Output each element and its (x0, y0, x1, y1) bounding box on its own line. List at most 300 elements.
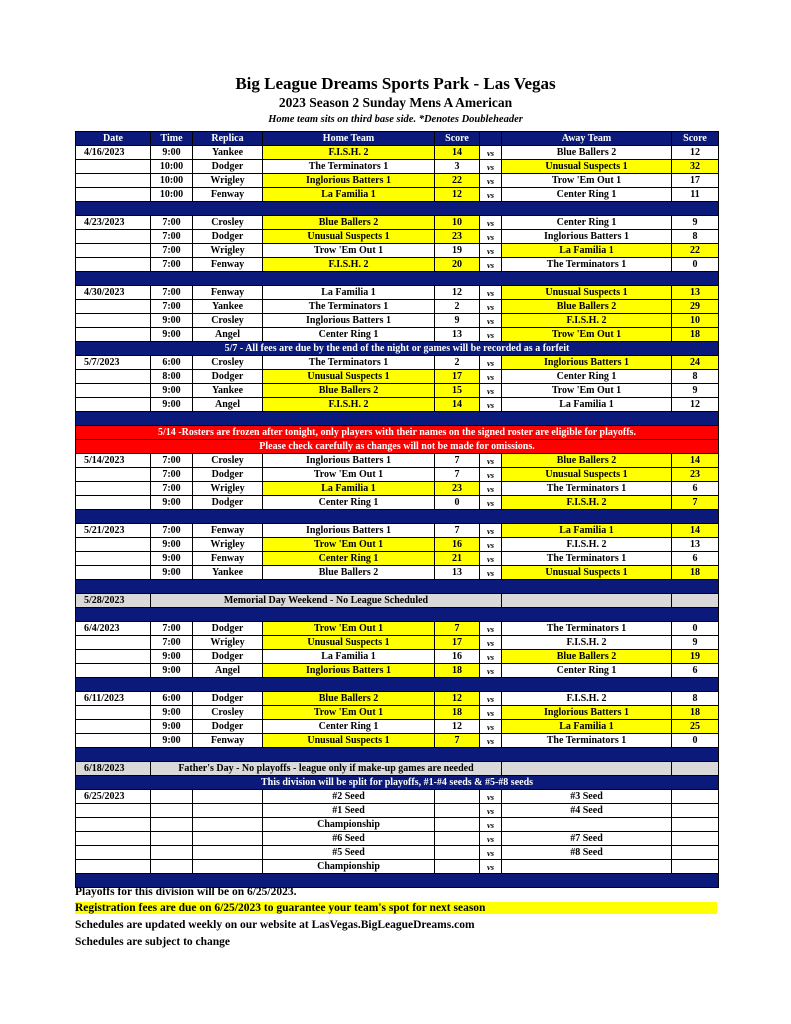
home-score: 7 (435, 524, 480, 538)
away-team: F.I.S.H. 2 (502, 314, 672, 328)
game-field (193, 846, 263, 860)
vs-label: vs (480, 804, 502, 818)
notice-row (76, 776, 719, 790)
game-row (76, 244, 719, 258)
game-date (76, 174, 151, 188)
vs-label: vs (480, 244, 502, 258)
away-score: 8 (672, 230, 719, 244)
away-team: Unusual Suspects 1 (502, 468, 672, 482)
home-score: 19 (435, 244, 480, 258)
separator-row (76, 272, 719, 286)
game-row (76, 734, 719, 748)
home-team: Unusual Suspects 1 (263, 636, 435, 650)
game-field: Crosley (193, 454, 263, 468)
away-score: 25 (672, 720, 719, 734)
away-score (672, 790, 719, 804)
game-field (193, 790, 263, 804)
game-date: 4/23/2023 (76, 216, 151, 230)
game-time: 7:00 (151, 636, 193, 650)
col-vs (480, 132, 502, 146)
alert-text: Please check carefully as changes will not be made for omissions. (76, 440, 719, 454)
away-team: Inglorious Batters 1 (502, 706, 672, 720)
game-time: 9:00 (151, 552, 193, 566)
game-field: Yankee (193, 300, 263, 314)
game-field: Fenway (193, 286, 263, 300)
away-score: 9 (672, 636, 719, 650)
game-date (76, 552, 151, 566)
game-row (76, 216, 719, 230)
vs-label: vs (480, 538, 502, 552)
no-games-text: Memorial Day Weekend - No League Scheduled (151, 594, 502, 608)
game-row (76, 552, 719, 566)
separator-row (76, 510, 719, 524)
home-team: Center Ring 1 (263, 328, 435, 342)
no-games-row (76, 762, 719, 776)
home-team: #6 Seed (263, 832, 435, 846)
away-team: Center Ring 1 (502, 370, 672, 384)
home-team: Blue Ballers 2 (263, 692, 435, 706)
vs-label: vs (480, 328, 502, 342)
away-score (672, 860, 719, 874)
game-field: Dodger (193, 370, 263, 384)
away-score: 7 (672, 496, 719, 510)
vs-label: vs (480, 258, 502, 272)
game-row (76, 314, 719, 328)
game-time: 7:00 (151, 482, 193, 496)
vs-label: vs (480, 692, 502, 706)
away-team: Trow 'Em Out 1 (502, 328, 672, 342)
game-date (76, 538, 151, 552)
home-team: La Familia 1 (263, 482, 435, 496)
game-field: Dodger (193, 468, 263, 482)
home-score: 7 (435, 454, 480, 468)
game-time: 6:00 (151, 692, 193, 706)
home-team: Trow 'Em Out 1 (263, 468, 435, 482)
away-team: #7 Seed (502, 832, 672, 846)
separator-row (76, 608, 719, 622)
game-time (151, 790, 193, 804)
game-row (76, 174, 719, 188)
game-time: 9:00 (151, 734, 193, 748)
game-time: 9:00 (151, 496, 193, 510)
away-score: 11 (672, 188, 719, 202)
page-note: Home team sits on third base side. *Denotes Doubleheader (268, 114, 523, 125)
home-team: Center Ring 1 (263, 720, 435, 734)
separator-cell (76, 580, 719, 594)
col-away-team: Away Team (502, 132, 672, 146)
away-team: F.I.S.H. 2 (502, 636, 672, 650)
col-home-score: Score (435, 132, 480, 146)
game-row (76, 468, 719, 482)
game-time: 7:00 (151, 454, 193, 468)
vs-label: vs (480, 636, 502, 650)
away-team: La Familia 1 (502, 720, 672, 734)
game-field: Crosley (193, 216, 263, 230)
game-field: Dodger (193, 720, 263, 734)
away-team: Blue Ballers 2 (502, 454, 672, 468)
game-date: 6/25/2023 (76, 790, 151, 804)
game-row (76, 566, 719, 580)
notice-text: This division will be split for playoffs, #1-#4 seeds & #5-#8 seeds (76, 776, 719, 790)
vs-label: vs (480, 286, 502, 300)
vs-label: vs (480, 846, 502, 860)
game-time: 7:00 (151, 300, 193, 314)
vs-label: vs (480, 454, 502, 468)
home-score: 23 (435, 230, 480, 244)
game-date (76, 482, 151, 496)
away-score: 13 (672, 286, 719, 300)
away-team: #4 Seed (502, 804, 672, 818)
away-team: Trow 'Em Out 1 (502, 174, 672, 188)
game-row (76, 496, 719, 510)
game-date (76, 846, 151, 860)
home-team: #1 Seed (263, 804, 435, 818)
game-row (76, 636, 719, 650)
home-team: La Familia 1 (263, 286, 435, 300)
home-score: 23 (435, 482, 480, 496)
away-score: 18 (672, 706, 719, 720)
vs-label: vs (480, 482, 502, 496)
game-time: 9:00 (151, 706, 193, 720)
away-score: 8 (672, 692, 719, 706)
vs-label: vs (480, 300, 502, 314)
game-row (76, 832, 719, 846)
home-score (435, 832, 480, 846)
away-team: Center Ring 1 (502, 216, 672, 230)
game-field: Wrigley (193, 482, 263, 496)
home-score: 22 (435, 174, 480, 188)
home-team: Blue Ballers 2 (263, 566, 435, 580)
game-field: Yankee (193, 146, 263, 160)
away-team: Unusual Suspects 1 (502, 160, 672, 174)
game-row (76, 622, 719, 636)
home-score: 12 (435, 720, 480, 734)
separator-cell (76, 412, 719, 426)
away-team: Unusual Suspects 1 (502, 566, 672, 580)
game-date (76, 300, 151, 314)
home-score: 16 (435, 538, 480, 552)
game-row (76, 650, 719, 664)
away-team (502, 818, 672, 832)
away-team: La Familia 1 (502, 398, 672, 412)
game-field (193, 818, 263, 832)
away-score: 22 (672, 244, 719, 258)
game-field: Fenway (193, 524, 263, 538)
game-time: 7:00 (151, 258, 193, 272)
game-field (193, 832, 263, 846)
home-team: Inglorious Batters 1 (263, 174, 435, 188)
separator-row (76, 412, 719, 426)
game-field: Yankee (193, 384, 263, 398)
game-row (76, 286, 719, 300)
game-date: 4/30/2023 (76, 286, 151, 300)
game-date (76, 650, 151, 664)
game-time: 7:00 (151, 286, 193, 300)
game-date (76, 384, 151, 398)
game-row (76, 804, 719, 818)
away-score (672, 804, 719, 818)
vs-label: vs (480, 160, 502, 174)
vs-label: vs (480, 818, 502, 832)
home-score: 16 (435, 650, 480, 664)
home-score: 21 (435, 552, 480, 566)
away-team: The Terminators 1 (502, 258, 672, 272)
game-date (76, 468, 151, 482)
game-date (76, 734, 151, 748)
game-field: Wrigley (193, 244, 263, 258)
home-score: 13 (435, 566, 480, 580)
alert-row (76, 440, 719, 454)
footer-playoffs-note: Playoffs for this division will be on 6/25/2023. (75, 886, 297, 898)
home-team: Blue Ballers 2 (263, 384, 435, 398)
game-field: Crosley (193, 314, 263, 328)
home-team: Inglorious Batters 1 (263, 524, 435, 538)
game-time: 9:00 (151, 720, 193, 734)
game-field: Wrigley (193, 538, 263, 552)
away-score: 12 (672, 146, 719, 160)
game-field (193, 804, 263, 818)
game-row (76, 300, 719, 314)
vs-label: vs (480, 496, 502, 510)
separator-row (76, 580, 719, 594)
away-team: The Terminators 1 (502, 622, 672, 636)
home-score: 20 (435, 258, 480, 272)
away-score: 14 (672, 454, 719, 468)
game-time: 10:00 (151, 174, 193, 188)
away-score: 0 (672, 734, 719, 748)
home-team: Trow 'Em Out 1 (263, 622, 435, 636)
away-team: Center Ring 1 (502, 664, 672, 678)
away-score: 6 (672, 552, 719, 566)
home-team: The Terminators 1 (263, 300, 435, 314)
game-date (76, 328, 151, 342)
game-row (76, 692, 719, 706)
empty-cell (672, 762, 719, 776)
game-time: 9:00 (151, 650, 193, 664)
notice-row (76, 342, 719, 356)
home-team: #2 Seed (263, 790, 435, 804)
away-team (502, 860, 672, 874)
vs-label: vs (480, 552, 502, 566)
vs-label: vs (480, 650, 502, 664)
away-score: 13 (672, 538, 719, 552)
game-row (76, 538, 719, 552)
empty-cell (672, 594, 719, 608)
away-team: F.I.S.H. 2 (502, 496, 672, 510)
vs-label: vs (480, 356, 502, 370)
game-field: Angel (193, 398, 263, 412)
alert-row (76, 426, 719, 440)
game-row (76, 790, 719, 804)
away-score: 18 (672, 328, 719, 342)
separator-cell (76, 202, 719, 216)
game-date (76, 244, 151, 258)
game-field: Fenway (193, 258, 263, 272)
footer-website-note: Schedules are updated weekly on our website at LasVegas.BigLeagueDreams.com (75, 919, 475, 931)
away-team: Inglorious Batters 1 (502, 230, 672, 244)
away-team: La Familia 1 (502, 244, 672, 258)
home-score: 10 (435, 216, 480, 230)
away-score (672, 818, 719, 832)
home-score: 18 (435, 706, 480, 720)
game-field: Yankee (193, 566, 263, 580)
game-date (76, 496, 151, 510)
home-team: Blue Ballers 2 (263, 216, 435, 230)
game-time: 9:00 (151, 398, 193, 412)
vs-label: vs (480, 720, 502, 734)
home-score: 2 (435, 300, 480, 314)
game-time: 9:00 (151, 664, 193, 678)
home-score: 17 (435, 636, 480, 650)
separator-row (76, 202, 719, 216)
away-team: The Terminators 1 (502, 552, 672, 566)
home-team: Inglorious Batters 1 (263, 314, 435, 328)
vs-label: vs (480, 146, 502, 160)
home-score (435, 804, 480, 818)
away-team: F.I.S.H. 2 (502, 692, 672, 706)
game-time: 9:00 (151, 146, 193, 160)
game-row (76, 482, 719, 496)
game-date (76, 706, 151, 720)
game-time: 7:00 (151, 230, 193, 244)
separator-row (76, 748, 719, 762)
notice-text: 5/7 - All fees are due by the end of the night or games will be recorded as a forfeit (76, 342, 719, 356)
away-score: 18 (672, 566, 719, 580)
game-row (76, 398, 719, 412)
away-score: 29 (672, 300, 719, 314)
home-score: 12 (435, 692, 480, 706)
game-row (76, 160, 719, 174)
vs-label: vs (480, 860, 502, 874)
separator-cell (76, 272, 719, 286)
game-field: Fenway (193, 188, 263, 202)
away-score: 14 (672, 524, 719, 538)
home-score (435, 818, 480, 832)
home-team: Trow 'Em Out 1 (263, 538, 435, 552)
game-time: 10:00 (151, 188, 193, 202)
home-score (435, 860, 480, 874)
game-field: Dodger (193, 622, 263, 636)
game-date (76, 566, 151, 580)
away-team: Blue Ballers 2 (502, 300, 672, 314)
away-team: Unusual Suspects 1 (502, 286, 672, 300)
no-games-date: 6/18/2023 (76, 762, 151, 776)
home-score: 7 (435, 622, 480, 636)
vs-label: vs (480, 468, 502, 482)
game-time: 6:00 (151, 356, 193, 370)
away-team: #8 Seed (502, 846, 672, 860)
vs-label: vs (480, 566, 502, 580)
vs-label: vs (480, 230, 502, 244)
home-team: F.I.S.H. 2 (263, 258, 435, 272)
col-time: Time (151, 132, 193, 146)
vs-label: vs (480, 734, 502, 748)
away-team: The Terminators 1 (502, 482, 672, 496)
game-time: 10:00 (151, 160, 193, 174)
home-team: La Familia 1 (263, 650, 435, 664)
home-team: Trow 'Em Out 1 (263, 706, 435, 720)
home-score: 7 (435, 734, 480, 748)
game-field: Angel (193, 664, 263, 678)
home-score: 12 (435, 286, 480, 300)
header-row (76, 132, 719, 146)
game-time (151, 804, 193, 818)
home-score: 12 (435, 188, 480, 202)
vs-label: vs (480, 664, 502, 678)
alert-text: 5/14 -Rosters are frozen after tonight, only players with their names on the signed roster are eligible for playoffs. (76, 426, 719, 440)
home-score: 14 (435, 398, 480, 412)
home-team: Inglorious Batters 1 (263, 454, 435, 468)
game-date (76, 664, 151, 678)
game-date (76, 818, 151, 832)
game-time: 9:00 (151, 384, 193, 398)
home-score: 14 (435, 146, 480, 160)
schedule-table (75, 131, 719, 888)
game-row (76, 664, 719, 678)
away-team: La Familia 1 (502, 524, 672, 538)
game-row (76, 188, 719, 202)
game-date (76, 188, 151, 202)
game-field: Dodger (193, 230, 263, 244)
vs-label: vs (480, 174, 502, 188)
game-time: 9:00 (151, 328, 193, 342)
game-time (151, 818, 193, 832)
away-score (672, 846, 719, 860)
home-score: 17 (435, 370, 480, 384)
game-field: Angel (193, 328, 263, 342)
home-team: Inglorious Batters 1 (263, 664, 435, 678)
away-team: #3 Seed (502, 790, 672, 804)
vs-label: vs (480, 622, 502, 636)
home-score (435, 790, 480, 804)
game-date (76, 636, 151, 650)
game-row (76, 720, 719, 734)
game-row (76, 146, 719, 160)
vs-label: vs (480, 188, 502, 202)
home-team: Unusual Suspects 1 (263, 370, 435, 384)
col-date: Date (76, 132, 151, 146)
game-date (76, 160, 151, 174)
vs-label: vs (480, 832, 502, 846)
home-score: 0 (435, 496, 480, 510)
game-row (76, 818, 719, 832)
vs-label: vs (480, 524, 502, 538)
game-field: Wrigley (193, 636, 263, 650)
game-field: Crosley (193, 706, 263, 720)
game-time: 7:00 (151, 468, 193, 482)
separator-cell (76, 510, 719, 524)
home-team: Championship (263, 860, 435, 874)
away-score: 6 (672, 482, 719, 496)
game-row (76, 706, 719, 720)
home-team: Unusual Suspects 1 (263, 230, 435, 244)
game-time: 9:00 (151, 538, 193, 552)
game-time: 8:00 (151, 370, 193, 384)
empty-cell (502, 594, 672, 608)
home-score: 15 (435, 384, 480, 398)
game-time: 7:00 (151, 622, 193, 636)
game-date (76, 860, 151, 874)
vs-label: vs (480, 706, 502, 720)
game-field: Dodger (193, 650, 263, 664)
away-score: 8 (672, 370, 719, 384)
home-team: The Terminators 1 (263, 160, 435, 174)
vs-label: vs (480, 790, 502, 804)
away-team: Trow 'Em Out 1 (502, 384, 672, 398)
home-score: 7 (435, 468, 480, 482)
game-row (76, 356, 719, 370)
away-score: 24 (672, 356, 719, 370)
